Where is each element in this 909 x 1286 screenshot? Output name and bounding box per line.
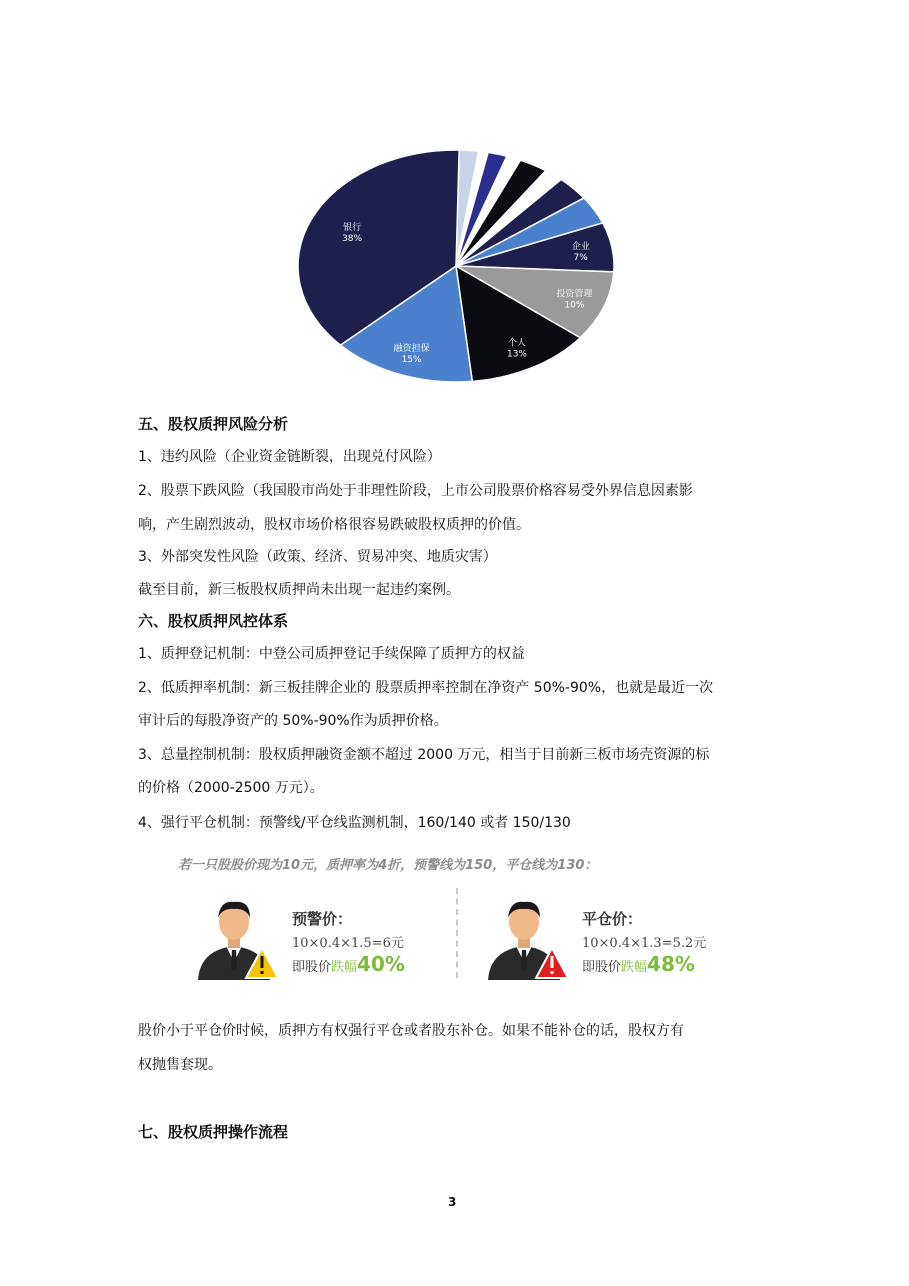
liquidation-price-drop (582, 952, 695, 976)
illustration-caption: 若一只股股价现为10元，质押率为4折，预警线为150，平仓线为130： (178, 858, 598, 873)
section-5-item-2-line-2: 响，产生剧烈波动，股权市场价格很容易跌破股权质押的价值。 (138, 517, 530, 533)
pie-slice-value: 10% (564, 300, 585, 311)
pie-slice-value: 13% (506, 349, 528, 360)
section-6-item-3-line-2: 的价格（2000-2500 万元）。 (138, 780, 324, 796)
pie-slice-label: 融资担保 (393, 343, 430, 354)
section-6-item-4: 4、强行平仓机制：预警线/平仓线监测机制，160/140 或者 150/130 (138, 815, 571, 831)
section-6-item-2-line-2: 审计后的每股净资产的 50%-90%作为质押价格。 (138, 713, 448, 729)
warning-price-title: 预警价： (292, 910, 353, 928)
pie-slice-label: 银行 (343, 222, 362, 233)
liquidation-price-formula: 10×0.4×1.3=5.2元 (582, 936, 707, 951)
page-number: 3 (448, 1195, 457, 1209)
drop-word: 跌幅 (331, 960, 358, 975)
section-7-heading: 七、股权质押操作流程 (138, 1123, 289, 1141)
section-5-item-3: 3、外部突发性风险（政策、经济、贸易冲突、地质灾害） (138, 549, 497, 565)
drop-prefix: 即股价 (292, 960, 332, 975)
warning-price-card (190, 892, 450, 984)
businessman-warning-icon (190, 892, 280, 982)
drop-word: 跌幅 (621, 960, 648, 975)
liquidation-note-line-1: 股价小于平仓价时候，质押方有权强行平仓或者股东补仓。如果不能补仓的话，股权方有 (138, 1023, 684, 1039)
pie-slice-value: 15% (401, 354, 422, 365)
section-6-heading: 六、股权质押风控体系 (138, 612, 289, 630)
pie-slice-label: 企业 (571, 241, 590, 252)
pie-slice-label: 投资管理 (556, 289, 593, 300)
drop-percent: 40% (357, 952, 405, 976)
section-6-item-1: 1、质押登记机制：中登公司质押登记手续保障了质押方的权益 (138, 646, 525, 662)
drop-percent: 48% (647, 952, 695, 976)
section-5-note: 截至目前，新三板股权质押尚未出现一起违约案例。 (138, 582, 460, 598)
warning-price-formula: 10×0.4×1.5=6元 (292, 936, 404, 951)
pie-chart (296, 146, 620, 388)
pie-slice-value: 7% (573, 252, 588, 263)
section-5-item-1: 1、违约风险（企业资金链断裂，出现兑付风险） (138, 449, 441, 465)
pie-slice-label: 个人 (507, 338, 527, 349)
pie-chart-svg (296, 146, 620, 388)
section-5-item-2-line-1: 2、股票下跌风险（我国股市尚处于非理性阶段，上市公司股票价格容易受外界信息因素影 (138, 483, 693, 499)
section-6-item-3-line-1: 3、总量控制机制：股权质押融资金额不超过 2000 万元，相当于目前新三板市场壳资源的标 (138, 747, 710, 763)
dashed-divider (456, 888, 458, 978)
warning-price-drop (292, 952, 405, 976)
drop-prefix: 即股价 (582, 960, 622, 975)
liquidation-note-line-2: 权抛售套现。 (138, 1057, 222, 1073)
pledge-price-illustration (170, 848, 740, 988)
liquidation-price-title: 平仓价： (582, 910, 643, 928)
section-6-item-2-line-1: 2、低质押率机制：新三板挂牌企业的 股票质押率控制在净资产 50%-90%，也就是最近一次 (138, 680, 714, 696)
businessman-alert-icon (480, 892, 570, 982)
liquidation-price-card (480, 892, 740, 984)
pie-slice-value: 38% (342, 233, 363, 244)
section-5-heading: 五、股权质押风险分析 (138, 415, 289, 433)
